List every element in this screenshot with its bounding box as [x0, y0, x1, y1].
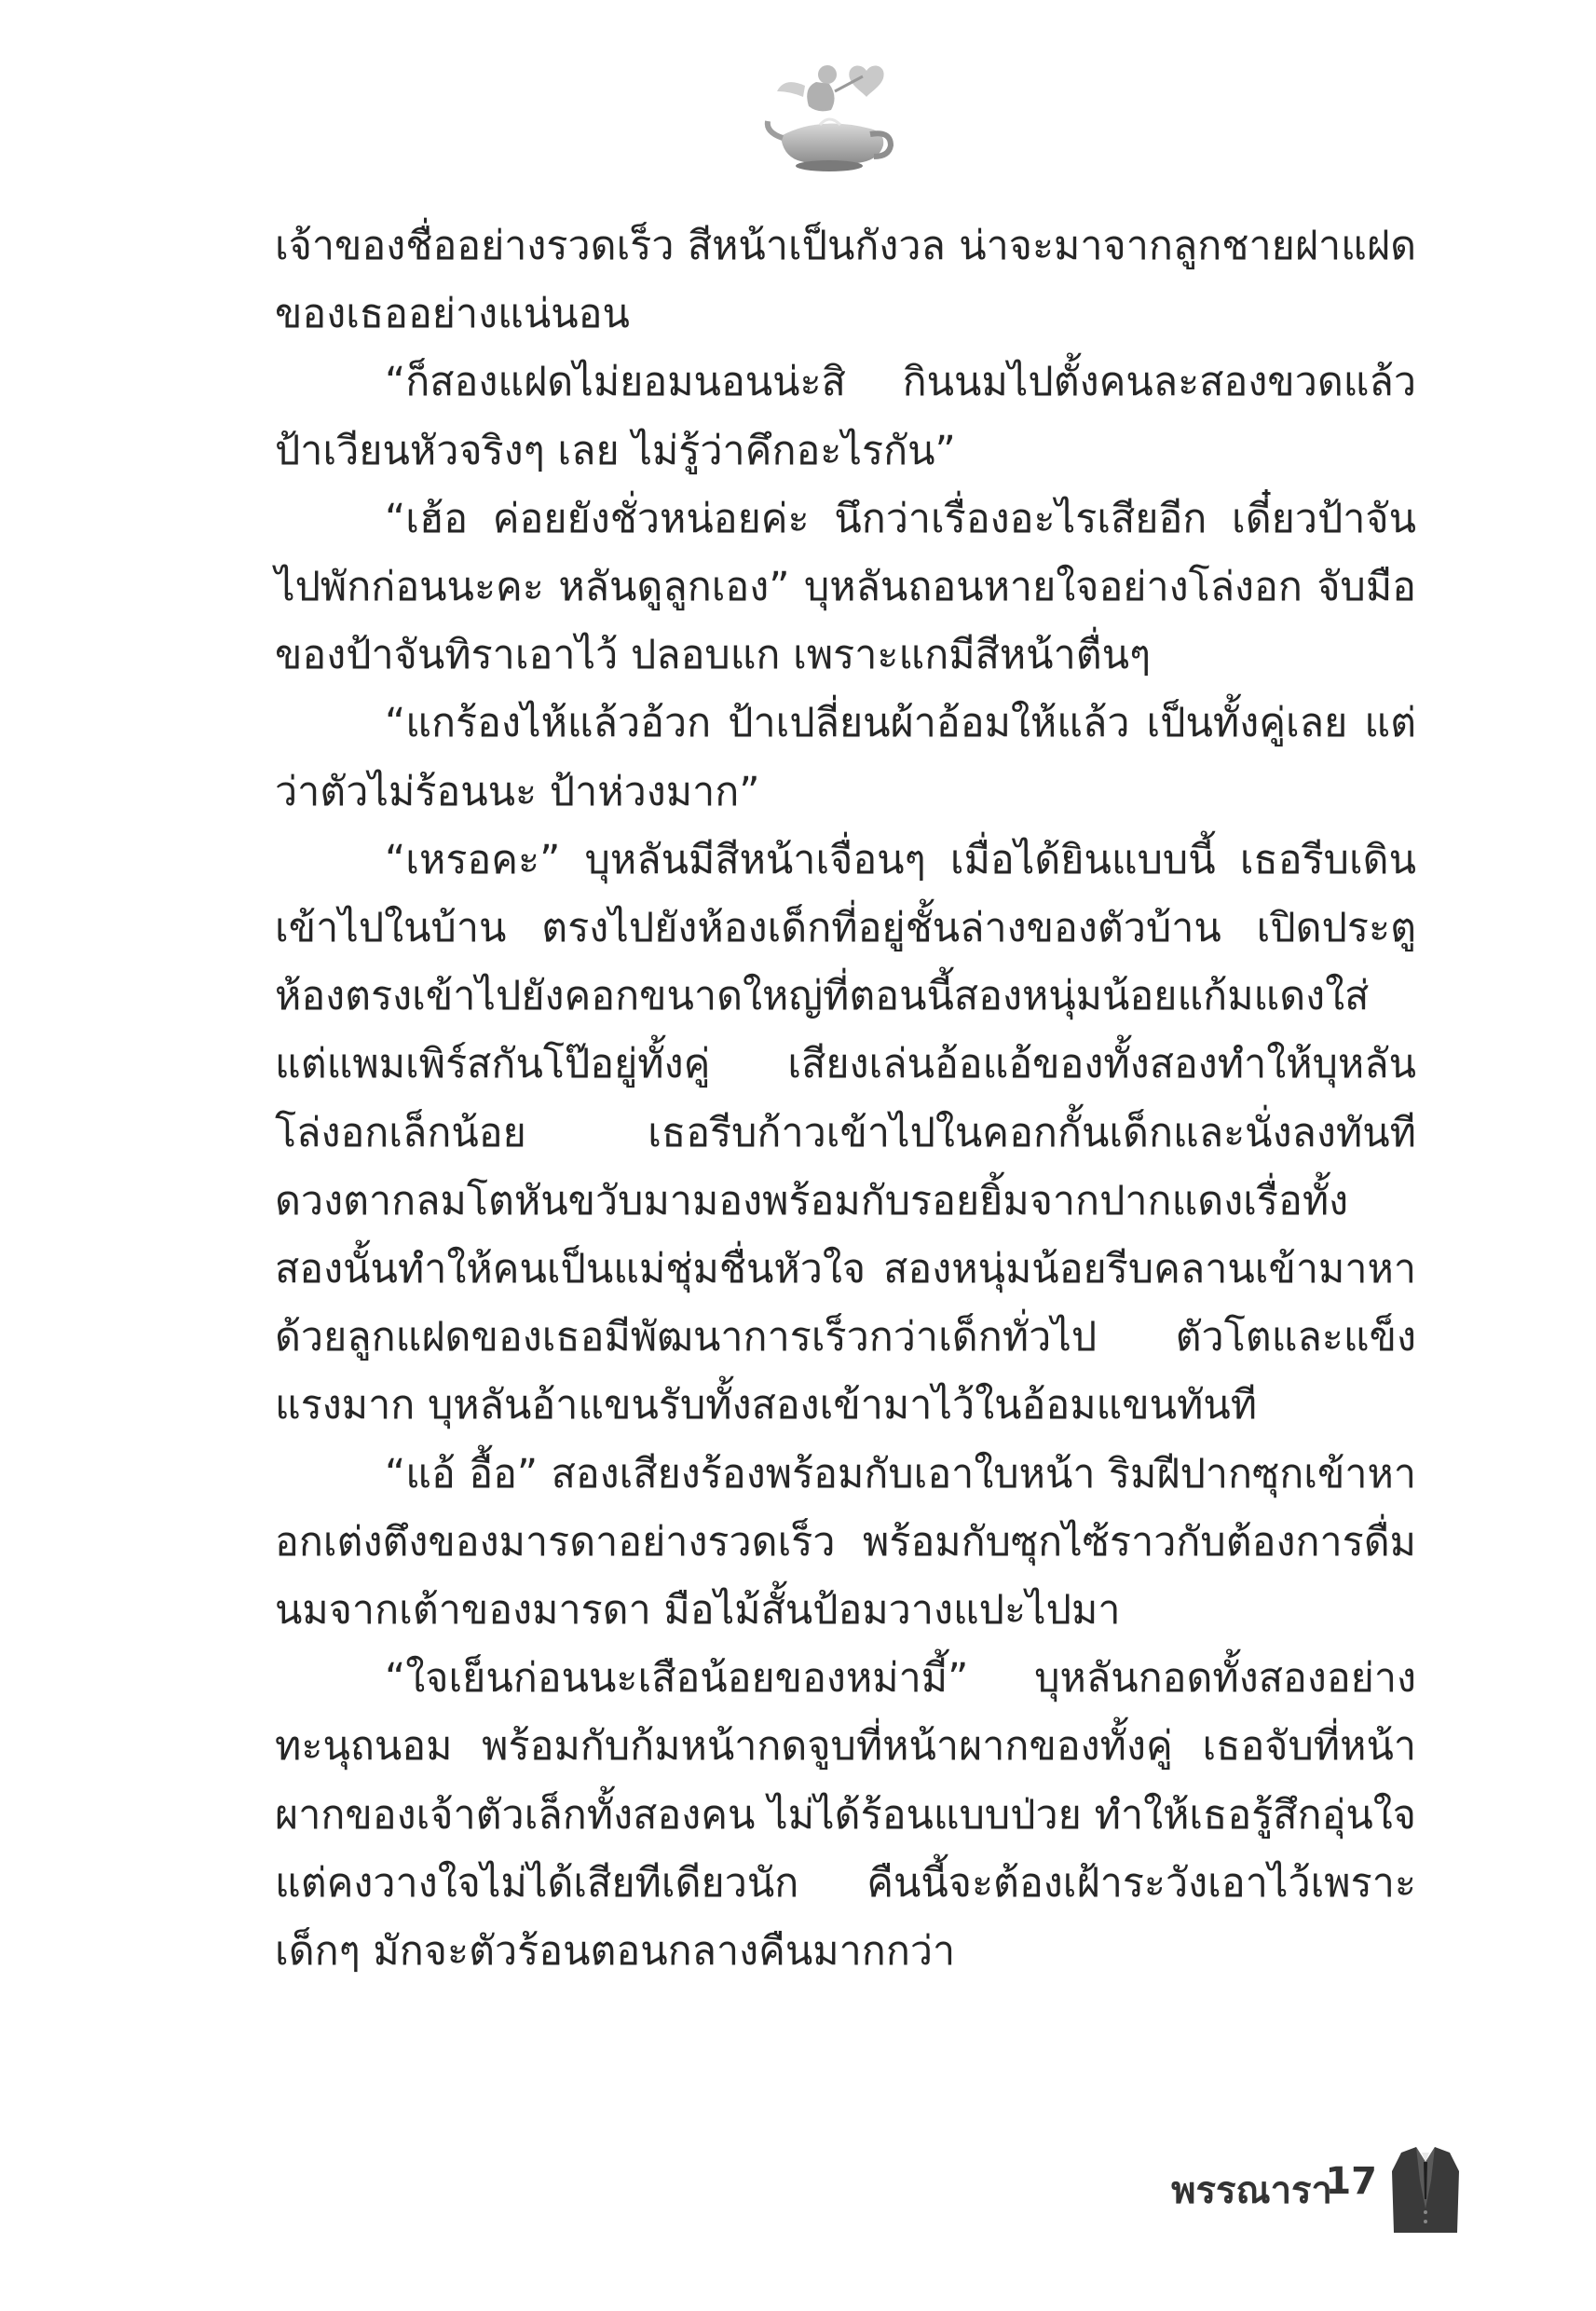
paragraph: “เหรอคะ” บุหลันมีสีหน้าเจื่อนๆ เมื่อได้ยินแบบนี้ เธอรีบเดินเข้าไปในบ้าน ตรงไปยังห้องเด็กที่อยู่ชั้นล่างของตัวบ้าน เปิดประตูห้องตรงเข้าไปยังคอกขนาดใหญ่ที่ตอนนี้สองหนุ่มน้อยแก้มแดงใส่แต่แพมเพิร์สกันโป๊อยู่ทั้งคู่ เสียงเล่นอ้อแอ้ของทั้งสองทำให้บุหลันโล่งอกเล็กน้อย เธอรีบก้าวเข้าไปในคอกกั้นเด็กและนั่งลงทันที ดวงตากลมโตหันขวับมามองพร้อมกับรอยยิ้มจากปากแดงเรื่อทั้งสองนั้นทำให้คนเป็นแม่ชุ่มชื่นหัวใจ สองหนุ่มน้อยรีบคลานเข้ามาหา ด้วยลูกแฝดของเธอมีพัฒนาการเร็วกว่าเด็กทั่วไป ตัวโตและแข็งแรงมาก บุหลันอ้าแขนรับทั้งสองเข้ามาไว้ในอ้อมแขนทันที: [275, 836, 1416, 1429]
paragraph: “เฮ้อ ค่อยยังชั่วหน่อยค่ะ นึกว่าเรื่องอะไรเสียอีก เดี๋ยวป้าจันไปพักก่อนนะคะ หลันดูลูกเอง” บุหลันถอนหายใจอย่างโล่งอก จับมือของป้าจันทิราเอาไว้ ปลอบแก เพราะแกมีสีหน้าตื่นๆ: [275, 495, 1416, 679]
paragraph: เจ้าของชื่ออย่างรวดเร็ว สีหน้าเป็นกังวล น่าจะมาจากลูกชายฝาแฝดของเธออย่างแน่นอน: [275, 223, 1416, 338]
page-footer: [1071, 2143, 1463, 2246]
paragraph: “ก็สองแฝดไม่ยอมนอนน่ะสิ กินนมไปตั้งคนละสองขวดแล้ว ป้าเวียนหัวจริงๆ เลย ไม่รู้ว่าคึกอะไรกัน”: [275, 359, 1416, 474]
page-number: 17: [1325, 2160, 1377, 2203]
body-text: [275, 212, 1416, 1986]
cupid-teapot-icon: [762, 54, 902, 175]
suit-jacket-icon: [1388, 2143, 1463, 2236]
book-title: พรรณารา: [1171, 2169, 1332, 2212]
paragraph: “ใจเย็นก่อนนะเสือน้อยของหม่ามี้” บุหลันกอดทั้งสองอย่างทะนุถนอม พร้อมกับก้มหน้ากดจูบที่หน้าผากของทั้งคู่ เธอจับที่หน้าผากของเจ้าตัวเล็กทั้งสองคน ไม่ได้ร้อนแบบป่วย ทำให้เธอรู้สึกอุ่นใจ แต่คงวางใจไม่ได้เสียทีเดียวนัก คืนนี้จะต้องเฝ้าระวังเอาไว้เพราะเด็กๆ มักจะตัวร้อนตอนกลางคืนมากกว่า: [275, 1655, 1416, 1976]
paragraph: “แอ้ อื้อ” สองเสียงร้องพร้อมกับเอาใบหน้า ริมฝีปากซุกเข้าหาอกเต่งตึงของมารดาอย่างรวดเร็ว พร้อมกับซุกไซ้ราวกับต้องการดื่มนมจากเต้าของมารดา มือไม้สั้นป้อมวางแปะไปมา: [275, 1450, 1416, 1634]
paragraph: “แกร้องไห้แล้วอ้วก ป้าเปลี่ยนผ้าอ้อมให้แล้ว เป็นทั้งคู่เลย แต่ว่าตัวไม่ร้อนนะ ป้าห่วงมาก”: [275, 700, 1416, 815]
